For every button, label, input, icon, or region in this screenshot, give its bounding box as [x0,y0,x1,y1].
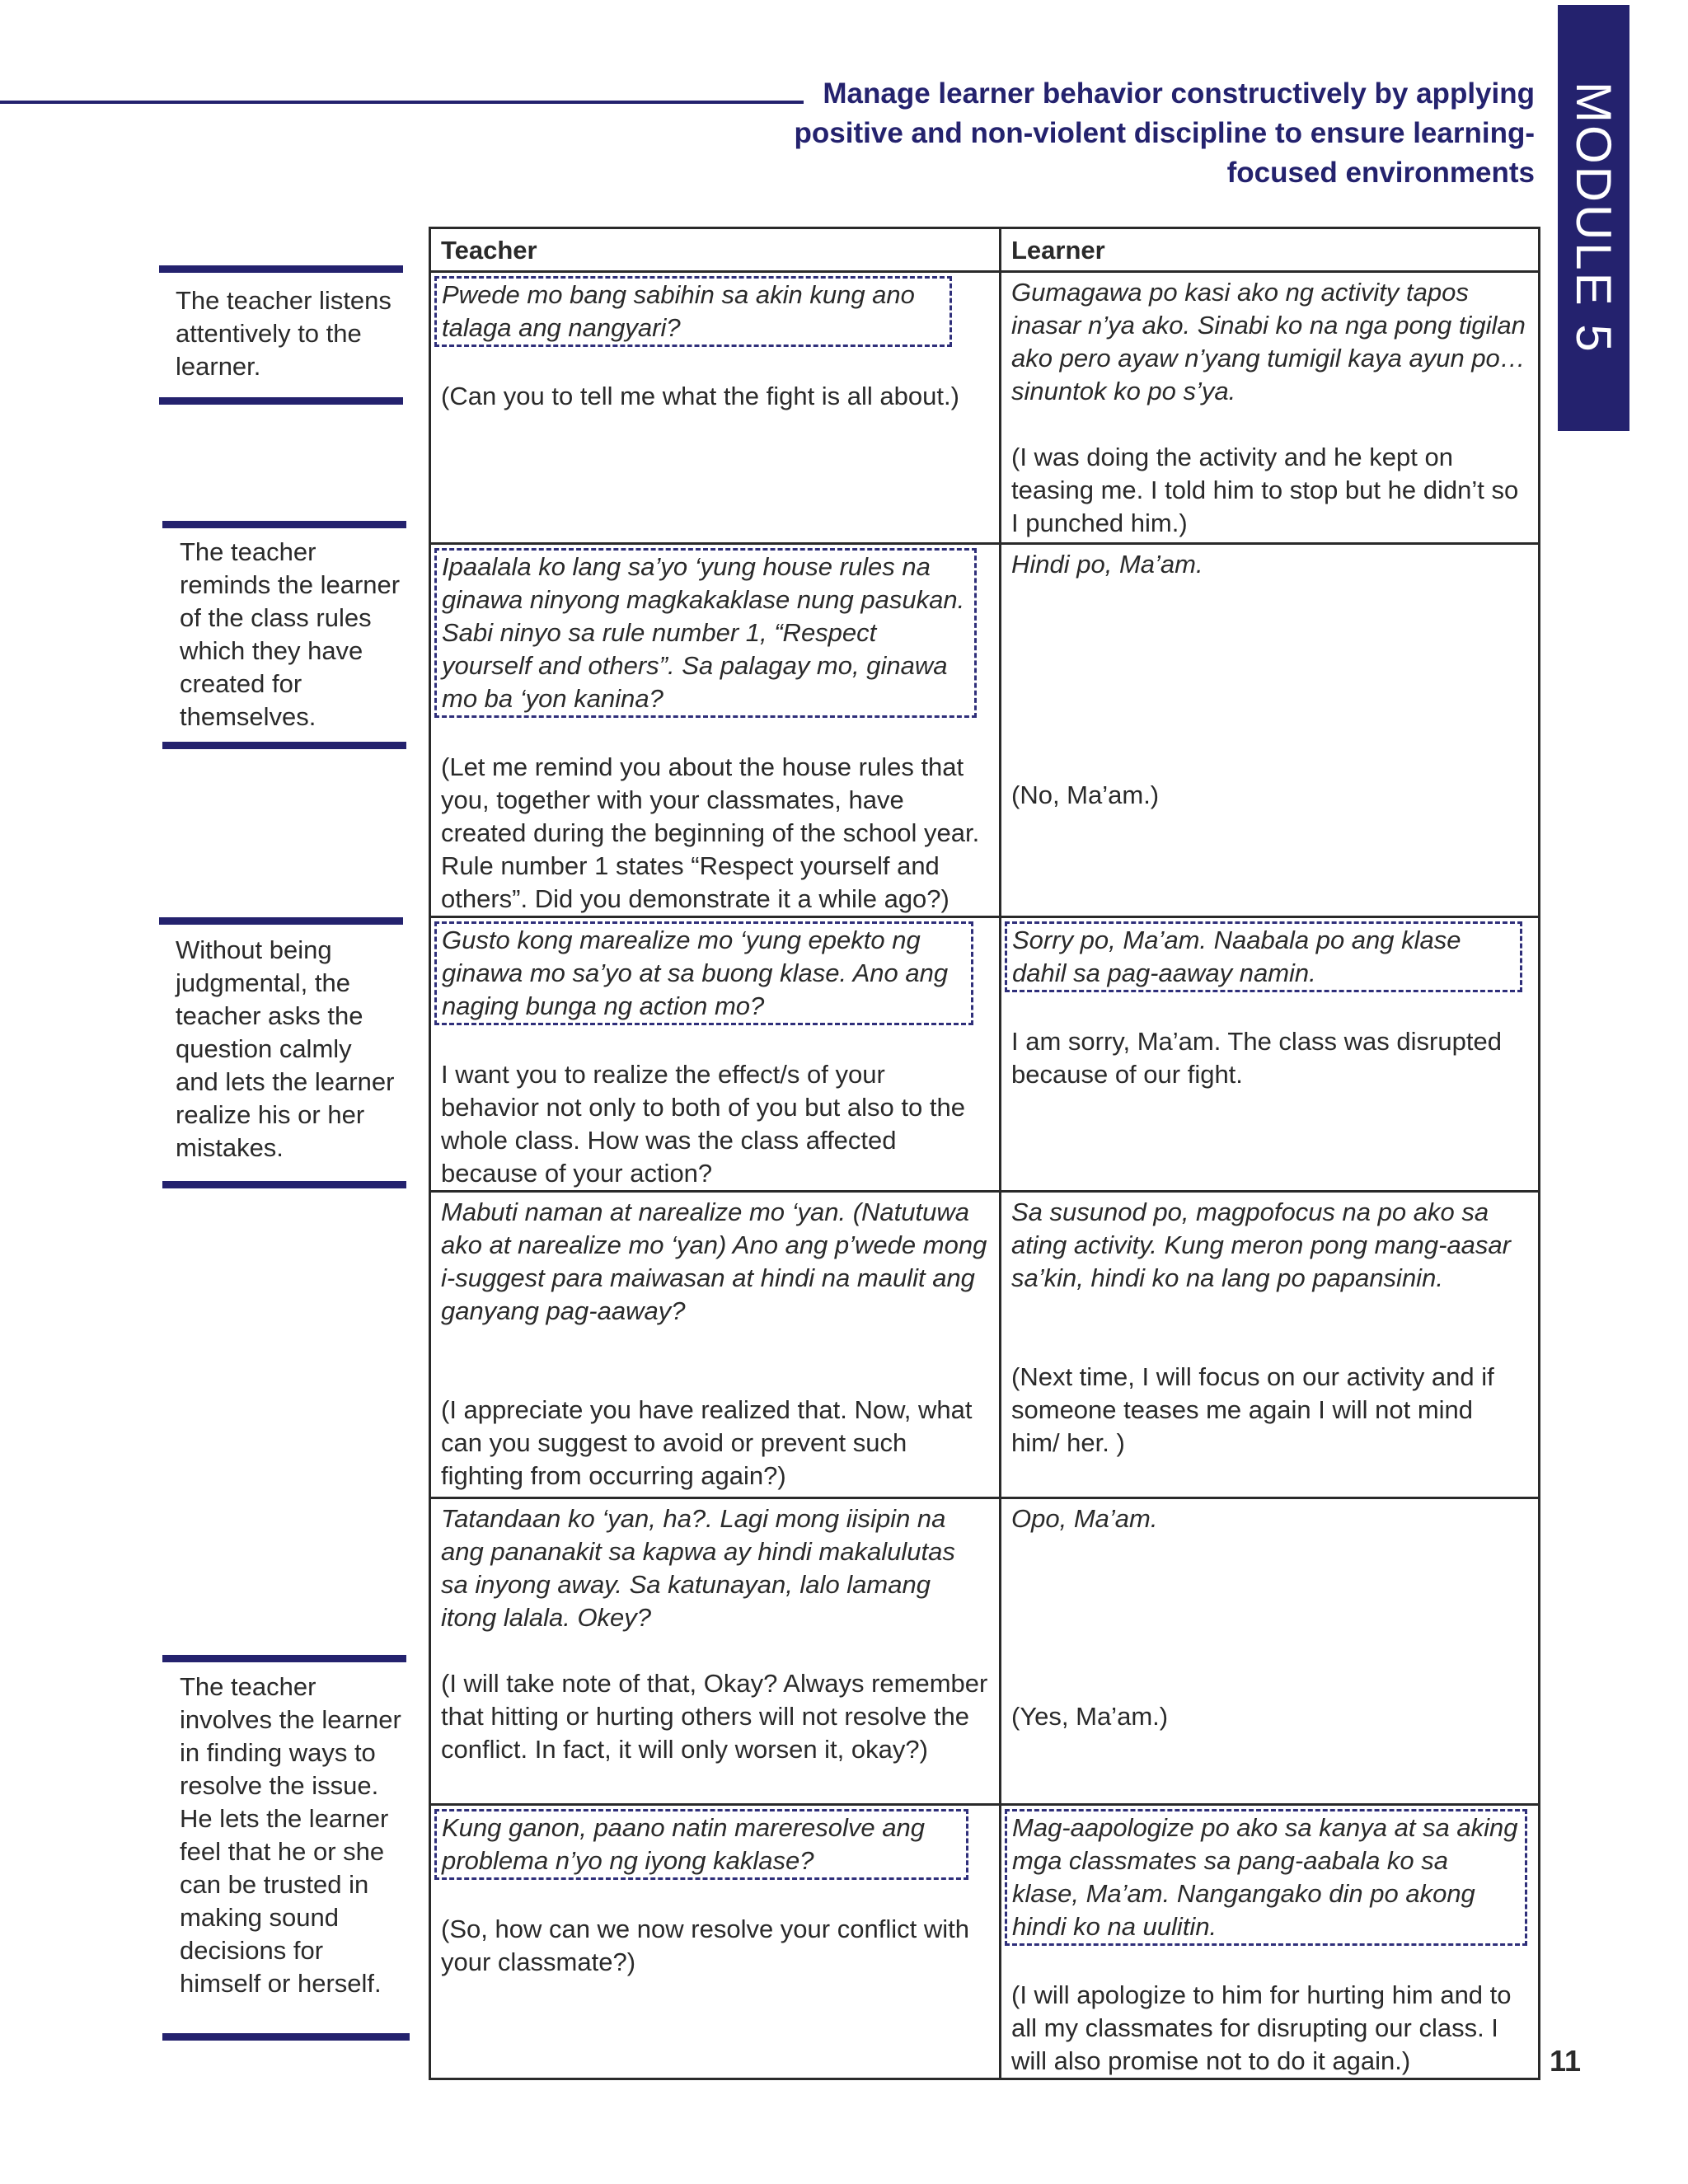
side-note-rule [162,1181,406,1188]
table-header-row [430,228,1540,272]
teacher-cell [430,917,1001,1192]
side-note-rule [162,2033,410,2041]
teacher-english: (So, how can we now resolve your conflict with your classmate?) [441,1915,969,1976]
teacher-tagalog: Tatandaan ko ‘yan, ha?. Lagi mong iisipin na ang pananakit sa kapwa ay hindi makalulutas sa inyong away. Sa katunayan, lalo lamang itong lalala. Okey? [441,1504,955,1632]
module-tab-label: MODULE 5 [1566,82,1621,354]
side-note-rules: The teacher reminds the learner of the class rules which they have created for themselves. [180,537,401,731]
learner-cell [1001,1805,1540,2079]
teacher-tagalog: Gusto kong marealize mo ‘yung epekto ng ginawa mo sa’yo at sa buong klase. Ano ang naging bunga ng action mo? [434,921,973,1025]
teacher-tagalog: Ipaalala ko lang sa’yo ‘yung house rules na ginawa ninyong magkakaklase nung pasukan. Sabi ninyo sa rule number 1, “Respect yourself and others”. Sa palagay mo, ginawa mo ba ‘yon kanina? [434,548,977,718]
teacher-tagalog: Pwede mo bang sabihin sa akin kung ano talaga ang nangyari? [434,276,952,347]
column-header-teacher: Teacher [430,228,1001,272]
learner-tagalog: Mag-aapologize po ako sa kanya at sa aking mga classmates sa pang-aabala ko sa klase, Ma’am. Nangangako din po akong hindi ko na uulitin. [1005,1809,1527,1946]
side-note-rule [159,265,403,273]
learner-english: (Yes, Ma’am.) [1011,1702,1169,1731]
side-note-rule [162,521,406,528]
learner-tagalog: Sa susunod po, magpofocus na po ako sa ating activity. Kung meron pong mang-aasar sa’kin, hindi ko na lang po papansinin. [1011,1197,1511,1292]
side-note-rule [159,397,403,405]
teacher-english: (I appreciate you have realized that. Now, what can you suggest to avoid or prevent such fighting from occurring again?) [441,1395,973,1490]
learner-english: (No, Ma’am.) [1011,780,1160,809]
page-title: Manage learner behavior constructively by applying positive and non-violent discipline to ensure learning-focused environments [794,77,1535,189]
side-note-rule [162,742,406,749]
teacher-english: (Let me remind you about the house rules that you, together with your classmates, have created during the beginning of the school year. Rule number 1 states “Respect yourself and others”. Did you demonstrate it a while ago?) [441,752,980,913]
learner-tagalog: Hindi po, Ma’am. [1011,550,1203,579]
learner-cell [1001,1498,1540,1805]
teacher-cell [430,1192,1001,1498]
teacher-cell [430,544,1001,917]
table-row [430,1192,1540,1498]
side-note-involve: The teacher involves the learner in finding ways to resolve the issue. He lets the learner feel that he or she can be trusted in making sound decisions for himself or herself. [180,1672,401,1998]
column-header-learner: Learner [1001,228,1540,272]
table-row [430,544,1540,917]
page-number: 11 [1550,2044,1582,2078]
learner-english: I am sorry, Ma’am. The class was disrupted because of our fight. [1011,1027,1502,1089]
learner-tagalog: Opo, Ma’am. [1011,1504,1158,1533]
teacher-english: I want you to realize the effect/s of your behavior not only to both of you but also to the whole class. How was the class affected because of your action? [441,1060,965,1188]
table-row [430,272,1540,544]
side-note-rule [159,917,403,925]
module-tab [1558,5,1629,431]
table-row [430,1805,1540,2079]
learner-cell [1001,544,1540,917]
learner-tagalog: Gumagawa po kasi ako ng activity tapos inasar n’ya ako. Sinabi ko na nga pong tigilan ako pero ayaw n’yang tumigil kaya ayun po… sinuntok ko po s’ya. [1011,278,1526,405]
table-row [430,1498,1540,1805]
learner-cell [1001,272,1540,544]
teacher-english: (Can you to tell me what the fight is all about.) [441,382,959,410]
learner-cell [1001,1192,1540,1498]
header-rule [0,101,804,104]
teacher-english: (I will take note of that, Okay? Always remember that hitting or hurting others will not resolve the conflict. In fact, it will only worsen it, okay?) [441,1669,988,1764]
teacher-cell [430,272,1001,544]
side-note-listen: The teacher listens attentively to the learner. [176,286,392,381]
teacher-cell [430,1805,1001,2079]
learner-english: (I was doing the activity and he kept on teasing me. I told him to stop but he didn’t so I punched him.) [1011,443,1519,537]
dialog-table [429,227,1540,2080]
learner-cell [1001,917,1540,1192]
learner-english: (Next time, I will focus on our activity and if someone teases me again I will not mind him/ her. ) [1011,1362,1494,1457]
learner-tagalog: Sorry po, Ma’am. Naabala po ang klase dahil sa pag-aaway namin. [1005,921,1522,992]
side-note-nonjudgmental: Without being judgmental, the teacher asks the question calmly and lets the learner realize his or her mistakes. [176,935,395,1162]
teacher-tagalog: Kung ganon, paano natin mareresolve ang problema n’yo ng iyong kaklase? [434,1809,968,1880]
side-note-rule [162,1655,406,1662]
learner-english: (I will apologize to him for hurting him and to all my classmates for disrupting our class. I will also promise not to do it again.) [1011,1980,1512,2075]
teacher-tagalog: Mabuti naman at narealize mo ‘yan. (Natutuwa ako at narealize mo ‘yan) Ano ang p’wede mong i-suggest para maiwasan at hindi na maulit ang ganyang pag-aaway? [441,1197,987,1325]
table-row [430,917,1540,1192]
teacher-cell [430,1498,1001,1805]
